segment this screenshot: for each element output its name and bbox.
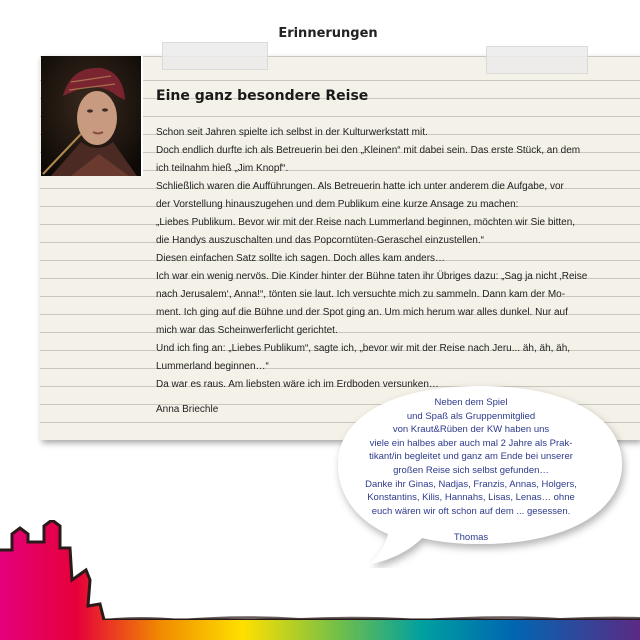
story-line: Da war es raus. Am liebsten wäre ich im Erdboden versunken… <box>156 379 439 390</box>
rainbow-skyline-decoration <box>0 520 640 640</box>
bubble-line: Konstantins, Kilis, Hannahs, Lisas, Lenas… ohne <box>367 492 575 504</box>
story-line: Und ich fing an: „Liebes Publikum“, sagte ich, „bevor wir mit der Reise nach Jeru... äh, äh, äh, <box>156 343 571 354</box>
bubble-line: Neben dem Spiel <box>434 397 508 408</box>
story-line: Schließlich waren die Aufführungen. Als Betreuerin hatte ich unter anderem die Aufgabe, vor <box>156 181 564 192</box>
tape-strip-left <box>162 42 268 70</box>
story-title: Eine ganz besondere Reise <box>156 88 369 104</box>
bubble-line: von Kraut&Rüben der KW haben uns <box>392 424 550 436</box>
author-photo <box>41 56 143 176</box>
story-line: ment. Ich ging auf die Bühne und der Spot ging an. Um mich herum war alles dunkel. Nur auf <box>156 307 568 318</box>
story-line: nach Jerusalem‘, Anna!“, tönten sie laut. Ich versuchte mich zu sammeln. Dann kam der Mo- <box>156 289 566 300</box>
bubble-line: und Spaß als Gruppenmitglied <box>406 410 536 422</box>
story-text <box>156 124 616 394</box>
bubble-line: viele ein halbes aber auch mal 2 Jahre als Prak- <box>369 437 573 449</box>
tape-strip-right <box>486 46 588 74</box>
bubble-line: euch wären wir oft schon auf dem ... gesessen. <box>371 505 571 517</box>
bubble-line: tikant/in begleitet und ganz am Ende bei unserer <box>369 451 573 463</box>
story-line: mich war das Scheinwerferlicht gerichtet. <box>156 325 338 336</box>
page-title: Erinnerungen <box>278 26 378 41</box>
author-name: Anna Briechle <box>156 404 219 415</box>
story-line: Doch endlich durfte ich als Betreuerin bei den „Kleinen“ mit dabei sein. Das erste Stück, an dem <box>156 145 581 156</box>
bubble-signature: Thomas <box>453 532 489 544</box>
story-line: Lummerland beginnen…“ <box>156 361 269 372</box>
story-line: Schon seit Jahren spielte ich selbst in der Kulturwerkstatt mit. <box>156 127 428 138</box>
story-line: „Liebes Publikum. Bevor wir mit der Reise nach Lummerland beginnen, möchten wir Sie bitten, <box>156 217 576 228</box>
story-line: Diesen einfachen Satz sollte ich sagen. Doch alles kam anders… <box>156 253 446 264</box>
story-line: der Vorstellung hinauszugehen und dem Publikum eine kurze Ansage zu machen: <box>156 199 519 210</box>
bubble-line: großen Reise sich selbst gefunden… <box>393 464 549 476</box>
bubble-line: Danke ihr Ginas, Nadjas, Franzis, Annas, Holgers, <box>365 478 577 490</box>
story-line: Ich war ein wenig nervös. Die Kinder hinter der Bühne taten ihr Übriges dazu: „Sag ja nicht ‚Reise <box>156 271 588 282</box>
story-line: die Handys auszuschalten und das Popcorntüten-Geraschel einzustellen.“ <box>156 235 484 246</box>
story-line: ich teilnahm hieß „Jim Knopf“. <box>156 163 289 174</box>
